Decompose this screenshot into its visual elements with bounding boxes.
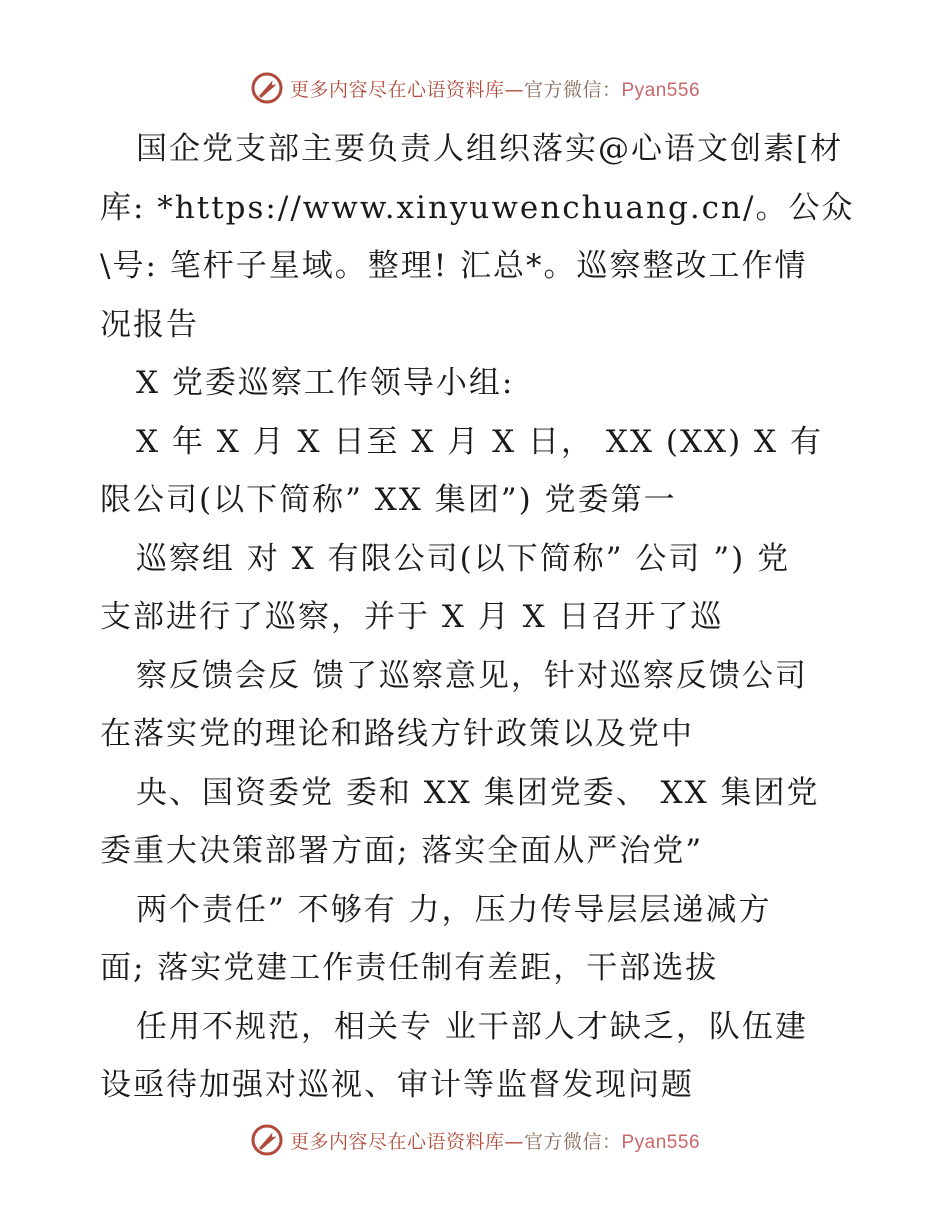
text-line: 委重大决策部署方面; 落实全面从严治党” xyxy=(100,833,704,869)
banner-wechat-label: 官方微信： xyxy=(523,78,622,101)
text-line: 限公司(以下简称” XX 集团”) 党委第一 xyxy=(100,482,677,518)
banner-wechat-id: Pyan556 xyxy=(621,1131,701,1153)
text-line: 国企党支部主要负责人组织落实@心语文创素[材 xyxy=(136,131,844,167)
banner-wechat-id: Pyan556 xyxy=(621,79,701,101)
pen-nib-icon xyxy=(250,71,284,105)
document-body xyxy=(100,120,860,1115)
text-line: \号: 笔杆子星域。整理! 汇总*。巡察整改工作情 xyxy=(100,248,808,284)
text-line: X 年 X 月 X 日至 X 月 X 日， XX (XX) X 有 xyxy=(136,423,823,460)
banner-site-text: 更多内容尽在心语资料库— xyxy=(289,1130,524,1153)
text-line: 在落实党的理论和路线方针政策以及党中 xyxy=(100,716,694,752)
pen-nib-icon xyxy=(250,1123,284,1157)
banner-text xyxy=(290,75,700,102)
text-line: 况报告 xyxy=(100,306,199,343)
footer-watermark-banner xyxy=(0,1120,950,1160)
text-line: 两个责任” 不够有 力，压力传导层层递减方 xyxy=(136,891,772,928)
text-line: 支部进行了巡察，并于 X 月 X 日召开了巡 xyxy=(100,599,724,635)
text-line: 察反馈会反 馈了巡察意见，针对巡察反馈公司 xyxy=(136,657,808,694)
text-line: 任用不规范，相关专 业干部人才缺乏，队伍建 xyxy=(136,1008,808,1045)
text-line: 面; 落实党建工作责任制有差距，干部选拔 xyxy=(100,950,719,986)
text-line: 巡察组 对 X 有限公司(以下简称” 公司 ”) 党 xyxy=(136,540,791,577)
text-line: 库: *https://www.xinyuwenchuang.cn/。公众 xyxy=(100,189,855,226)
text-line: 央、国资委党 委和 XX 集团党委、 XX 集团党 xyxy=(136,774,820,811)
header-watermark-banner xyxy=(0,68,950,108)
banner-wechat-label: 官方微信： xyxy=(523,1130,622,1153)
text-line: X 党委巡察工作领导小组: xyxy=(136,365,515,401)
banner-site-text: 更多内容尽在心语资料库— xyxy=(289,78,524,101)
banner-text xyxy=(290,1127,700,1154)
text-line: 设亟待加强对巡视、审计等监督发现问题 xyxy=(100,1067,694,1103)
